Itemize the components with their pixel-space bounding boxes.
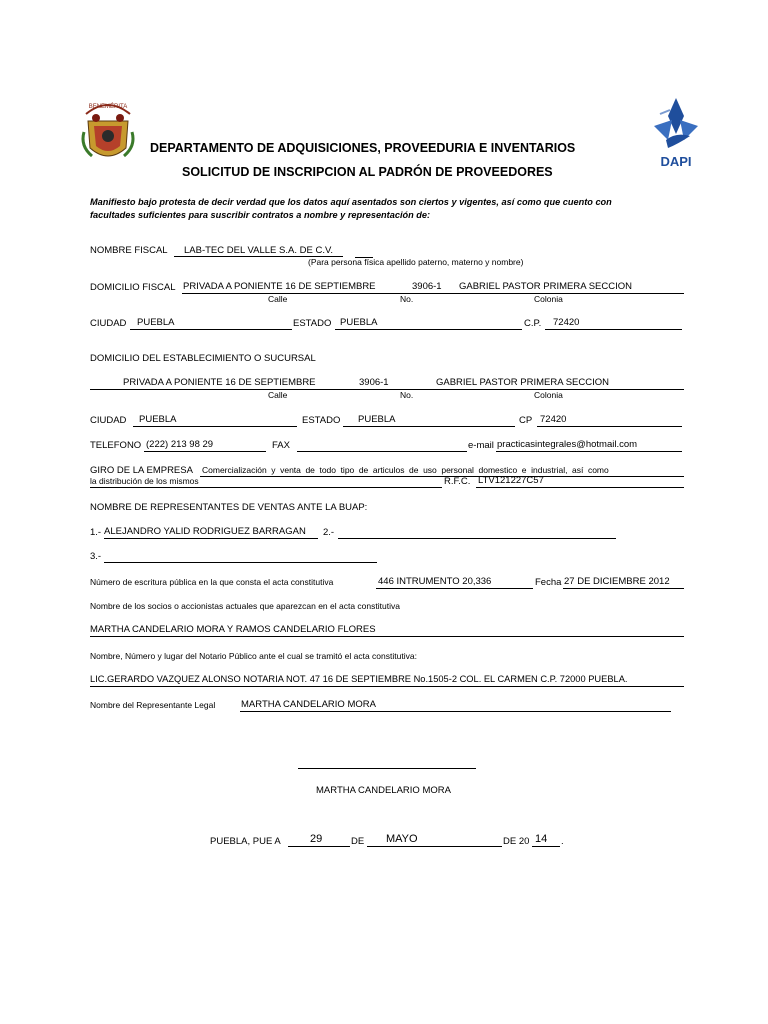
establecimiento-calle: PRIVADA A PONIENTE 16 DE SEPTIEMBRE	[123, 377, 316, 388]
fax-line	[297, 451, 467, 452]
sub-colonia: Colonia	[534, 294, 563, 304]
cp-2-line	[537, 426, 682, 427]
estado-2-label: ESTADO	[302, 415, 341, 426]
notario-line	[90, 686, 684, 687]
giro-line-2	[90, 487, 442, 488]
nombre-fiscal-note: (Para persona física apellido paterno, materno y nombre)	[308, 257, 524, 267]
estado-line	[335, 329, 522, 330]
representante-legal-value: MARTHA CANDELARIO MORA	[241, 699, 376, 710]
notario-label: Nombre, Número y lugar del Notario Público ante el cual se tramitó el acta constitutiva:	[90, 651, 417, 661]
email-line	[496, 451, 682, 452]
giro-value-2: la distribución de los mismos	[90, 476, 199, 486]
sub-calle-2: Calle	[268, 390, 288, 400]
estado-2-value: PUEBLA	[358, 414, 396, 425]
ciudad-line	[130, 329, 292, 330]
sub-no-2: No.	[400, 390, 414, 400]
cp-label: C.P.	[524, 318, 542, 329]
university-seal-logo	[78, 96, 138, 171]
establecimiento-colonia: GABRIEL PASTOR PRIMERA SECCION	[436, 377, 609, 388]
form-title: SOLICITUD DE INSCRIPCION AL PADRÓN DE PROVEEDORES	[182, 165, 553, 179]
svg-text:BENEMÉRITA: BENEMÉRITA	[88, 104, 128, 110]
rfc-label: R.F.C.	[444, 476, 471, 487]
date-year: 14	[535, 833, 548, 845]
estado-2-line	[343, 426, 515, 427]
dapi-logo	[646, 96, 706, 171]
date-month: MAYO	[386, 833, 418, 845]
ciudad-label: CIUDAD	[90, 318, 127, 329]
declaration-line-2: facultades suficientes para suscribir contratos a nombre y representación de:	[90, 210, 431, 220]
ciudad-2-value: PUEBLA	[139, 414, 177, 425]
domicilio-fiscal-calle: PRIVADA A PONIENTE 16 DE SEPTIEMBRE	[183, 281, 376, 292]
date-de-1: DE	[351, 836, 365, 847]
declaration-line-1: Manifiesto bajo protesta de decir verdad que los datos aquí asentados son ciertos y vigentes, así como que cuento con	[90, 197, 612, 207]
date-year-line	[532, 846, 560, 847]
cp-value: 72420	[553, 317, 580, 328]
date-day-line	[288, 846, 350, 847]
domicilio-fiscal-label: DOMICILIO FISCAL	[90, 282, 176, 293]
rep-3-label: 3.-	[90, 551, 102, 562]
telefono-value: (222) 213 98 29	[146, 439, 214, 450]
email-value: practicasintegrales@hotmail.com	[497, 439, 638, 450]
cp-2-label: CP	[519, 415, 533, 426]
socios-value: MARTHA CANDELARIO MORA Y RAMOS CANDELARIO FLORES	[90, 624, 376, 635]
escritura-line	[376, 588, 533, 589]
email-label: e-mail	[468, 440, 494, 451]
telefono-label: TELEFONO	[90, 440, 142, 451]
date-de-2: DE 20	[503, 836, 530, 847]
estado-value: PUEBLA	[340, 317, 378, 328]
signature-line	[298, 768, 476, 769]
domicilio-fiscal-numero: 3906-1	[412, 281, 442, 292]
date-day: 29	[310, 833, 323, 845]
signature-name: MARTHA CANDELARIO MORA	[316, 785, 451, 796]
date-month-line	[367, 846, 502, 847]
representante-legal-label: Nombre del Representante Legal	[90, 700, 216, 710]
rep-1-line	[104, 538, 318, 539]
escritura-fecha-label: Fecha	[535, 577, 562, 588]
estado-label: ESTADO	[293, 318, 332, 329]
ciudad-2-line	[133, 426, 297, 427]
representante-legal-line	[240, 711, 671, 712]
socios-line	[90, 636, 684, 637]
date-prefix: PUEBLA, PUE A	[210, 836, 281, 847]
escritura-label: Número de escritura pública en la que consta el acta constitutiva	[90, 577, 334, 587]
cp-2-value: 72420	[540, 414, 567, 425]
domicilio-fiscal-colonia: GABRIEL PASTOR PRIMERA SECCION	[459, 281, 632, 292]
ciudad-value: PUEBLA	[137, 317, 175, 328]
rep-2-label: 2.-	[323, 527, 335, 538]
establecimiento-line	[90, 389, 684, 390]
giro-label: GIRO DE LA EMPRESA	[90, 465, 193, 476]
giro-value-1: Comercialización y venta de todo tipo de articulos de uso personal domestico e industrial, así como	[202, 465, 609, 475]
rep-2-line	[338, 538, 616, 539]
establecimiento-numero: 3906-1	[359, 377, 389, 388]
ciudad-2-label: CIUDAD	[90, 415, 127, 426]
cp-line	[545, 329, 682, 330]
svg-text:DAPI: DAPI	[660, 154, 692, 169]
representantes-label: NOMBRE DE REPRESENTANTES DE VENTAS ANTE LA BUAP:	[90, 502, 368, 513]
telefono-line	[144, 451, 266, 452]
rep-1-value: ALEJANDRO YALID RODRIGUEZ BARRAGAN	[104, 526, 306, 537]
rfc-line	[476, 487, 684, 488]
fax-label: FAX	[272, 440, 290, 451]
domicilio-fiscal-line	[182, 293, 684, 294]
sub-colonia-2: Colonia	[534, 390, 563, 400]
escritura-fecha-line	[563, 588, 684, 589]
socios-label: Nombre de los socios o accionistas actuales que aparezcan en el acta constitutiva	[90, 601, 400, 611]
sub-no: No.	[400, 294, 414, 304]
rep-3-line	[104, 562, 377, 563]
escritura-value: 446 INTRUMENTO 20,336	[378, 576, 492, 587]
escritura-fecha-value: 27 DE DICIEMBRE 2012	[564, 576, 670, 587]
department-title: DEPARTAMENTO DE ADQUISICIONES, PROVEEDURIA E INVENTARIOS	[150, 141, 576, 155]
notario-value: LIC.GERARDO VAZQUEZ ALONSO NOTARIA NOT. 47 16 DE SEPTIEMBRE No.1505-2 COL. EL CARMEN C.P. 72000 PUEBLA.	[90, 674, 628, 684]
giro-line-1	[200, 476, 684, 477]
establecimiento-label: DOMICILIO DEL ESTABLECIMIENTO O SUCURSAL	[90, 353, 316, 364]
nombre-fiscal-label: NOMBRE FISCAL	[90, 245, 168, 256]
sub-calle: Calle	[268, 294, 288, 304]
rep-1-label: 1.-	[90, 527, 102, 538]
nombre-fiscal-value: LAB-TEC DEL VALLE S.A. DE C.V.	[174, 245, 343, 257]
rfc-value: LTV121227C57	[478, 475, 544, 486]
date-end: .	[561, 836, 564, 847]
